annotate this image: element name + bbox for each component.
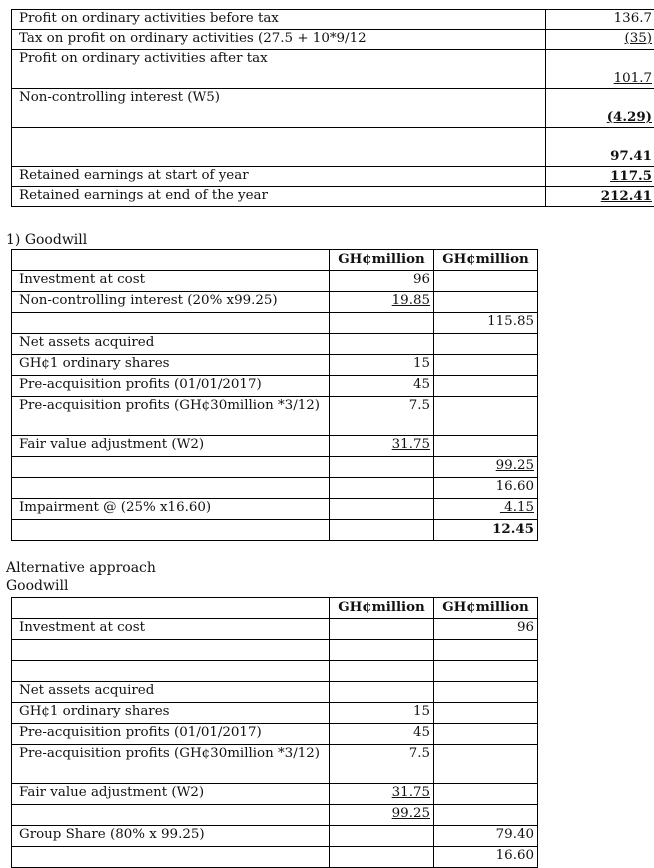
alternative-approach-heading: Alternative approach xyxy=(6,559,156,577)
table-row xyxy=(12,355,538,376)
table-row xyxy=(12,313,538,334)
row-value xyxy=(546,167,654,187)
row-label xyxy=(12,640,330,661)
row-label: Tax on profit on ordinary activities (27.5 + 10*9/12 xyxy=(12,30,546,50)
row-label: Net assets acquired xyxy=(12,334,330,355)
cell-value xyxy=(434,271,538,292)
table-row xyxy=(12,745,538,784)
cell-value: 96 xyxy=(434,619,538,640)
table-row xyxy=(12,661,538,682)
table-row xyxy=(12,457,538,478)
table-row xyxy=(12,640,538,661)
table-row xyxy=(12,826,538,847)
row-label xyxy=(12,128,546,167)
table-row xyxy=(12,376,538,397)
header-cell xyxy=(12,250,330,271)
row-label: GH¢1 ordinary shares xyxy=(12,355,330,376)
table-row xyxy=(12,50,654,89)
cell-value xyxy=(330,499,434,520)
table-row xyxy=(12,724,538,745)
table-row xyxy=(12,292,538,313)
row-label: Investment at cost xyxy=(12,271,330,292)
table-row xyxy=(12,436,538,457)
header-cell xyxy=(12,598,330,619)
cell-value xyxy=(330,784,434,805)
cell-value: 45 xyxy=(330,376,434,397)
row-label xyxy=(12,520,330,541)
value-text: 31.75 xyxy=(392,785,430,800)
table-row xyxy=(12,478,538,499)
row-label: Profit on ordinary activities after tax xyxy=(12,50,546,89)
cell-value xyxy=(434,520,538,541)
table-row xyxy=(12,187,654,207)
cell-value xyxy=(434,334,538,355)
cell-value xyxy=(330,640,434,661)
cell-value xyxy=(330,682,434,703)
cell-value xyxy=(330,436,434,457)
cell-value xyxy=(434,805,538,826)
cell-value: 7.5 xyxy=(330,745,434,784)
row-label xyxy=(12,313,330,334)
cell-value xyxy=(330,313,434,334)
row-label: Retained earnings at end of the year xyxy=(12,187,546,207)
table-row xyxy=(12,784,538,805)
cell-value: 79.40 xyxy=(434,826,538,847)
cell-value xyxy=(330,334,434,355)
table-row xyxy=(12,520,538,541)
table-row xyxy=(12,805,538,826)
value-text: 99.25 xyxy=(496,458,534,473)
value-text: 19.85 xyxy=(392,293,430,308)
row-label: Pre-acquisition profits (GH¢30million *3/12) xyxy=(12,397,330,436)
table-row xyxy=(12,682,538,703)
table-row xyxy=(12,334,538,355)
header-cell: GH¢million xyxy=(434,250,538,271)
cell-value xyxy=(434,355,538,376)
table-row xyxy=(12,397,538,436)
cell-value xyxy=(434,397,538,436)
cell-value xyxy=(434,640,538,661)
table-row xyxy=(12,619,538,640)
cell-value: 16.60 xyxy=(434,847,538,868)
cell-value xyxy=(330,805,434,826)
row-value xyxy=(546,128,654,167)
income-statement-table xyxy=(11,9,654,207)
value-text: 101.7 xyxy=(614,71,652,86)
row-label xyxy=(12,478,330,499)
cell-value: 115.85 xyxy=(434,313,538,334)
header-cell: GH¢million xyxy=(434,598,538,619)
value-text: 117.5 xyxy=(610,168,652,184)
value-text: 31.75 xyxy=(392,437,430,452)
table-row xyxy=(12,167,654,187)
cell-value xyxy=(330,847,434,868)
row-label: Net assets acquired xyxy=(12,682,330,703)
cell-value: 16.60 xyxy=(434,478,538,499)
cell-value xyxy=(434,724,538,745)
table-row xyxy=(12,847,538,868)
row-value xyxy=(546,187,654,207)
table-row xyxy=(12,703,538,724)
row-label xyxy=(12,457,330,478)
value-text: (4.29) xyxy=(607,109,652,125)
value-text: (35) xyxy=(625,31,653,46)
table-row xyxy=(12,89,654,128)
row-value xyxy=(546,30,654,50)
value-text: 4.15 xyxy=(500,500,534,515)
cell-value xyxy=(330,457,434,478)
cell-value xyxy=(434,661,538,682)
row-label: Pre-acquisition profits (GH¢30million *3/12) xyxy=(12,745,330,784)
row-label: GH¢1 ordinary shares xyxy=(12,703,330,724)
row-label: Non-controlling interest (20% x99.25) xyxy=(12,292,330,313)
row-label xyxy=(12,805,330,826)
row-label xyxy=(12,661,330,682)
cell-value xyxy=(330,826,434,847)
cell-value xyxy=(330,478,434,499)
row-label: Fair value adjustment (W2) xyxy=(12,784,330,805)
row-label: Retained earnings at start of year xyxy=(12,167,546,187)
row-label xyxy=(12,847,330,868)
value-text: 12.45 xyxy=(492,521,534,537)
goodwill-subheading: Goodwill xyxy=(6,577,68,595)
cell-value xyxy=(434,784,538,805)
header-cell: GH¢million xyxy=(330,598,434,619)
table-row xyxy=(12,10,654,30)
header-row xyxy=(12,598,538,619)
header-cell: GH¢million xyxy=(330,250,434,271)
cell-value: 15 xyxy=(330,703,434,724)
goodwill-table xyxy=(11,249,538,541)
row-label: Group Share (80% x 99.25) xyxy=(12,826,330,847)
row-label: Investment at cost xyxy=(12,619,330,640)
table-row xyxy=(12,499,538,520)
row-value xyxy=(546,50,654,89)
cell-value xyxy=(330,520,434,541)
value-text: 136.7 xyxy=(614,11,652,26)
value-text: 212.41 xyxy=(601,188,652,204)
row-label: Fair value adjustment (W2) xyxy=(12,436,330,457)
value-text: 97.41 xyxy=(610,148,652,164)
cell-value xyxy=(434,745,538,784)
cell-value xyxy=(434,436,538,457)
cell-value xyxy=(330,292,434,313)
value-text: 99.25 xyxy=(392,806,430,821)
cell-value xyxy=(434,376,538,397)
table-row xyxy=(12,30,654,50)
table-row xyxy=(12,271,538,292)
cell-value xyxy=(434,457,538,478)
row-label: Non-controlling interest (W5) xyxy=(12,89,546,128)
table-row xyxy=(12,128,654,167)
row-value xyxy=(546,89,654,128)
cell-value: 96 xyxy=(330,271,434,292)
cell-value xyxy=(330,619,434,640)
row-label: Impairment @ (25% x16.60) xyxy=(12,499,330,520)
goodwill-heading: 1) Goodwill xyxy=(6,231,87,249)
cell-value xyxy=(434,292,538,313)
cell-value xyxy=(330,661,434,682)
cell-value: 45 xyxy=(330,724,434,745)
cell-value xyxy=(434,682,538,703)
row-label: Pre-acquisition profits (01/01/2017) xyxy=(12,376,330,397)
alternative-goodwill-table xyxy=(11,597,538,868)
cell-value xyxy=(434,499,538,520)
header-row xyxy=(12,250,538,271)
row-label: Pre-acquisition profits (01/01/2017) xyxy=(12,724,330,745)
cell-value: 15 xyxy=(330,355,434,376)
row-label: Profit on ordinary activities before tax xyxy=(12,10,546,30)
cell-value: 7.5 xyxy=(330,397,434,436)
row-value xyxy=(546,10,654,30)
cell-value xyxy=(434,703,538,724)
